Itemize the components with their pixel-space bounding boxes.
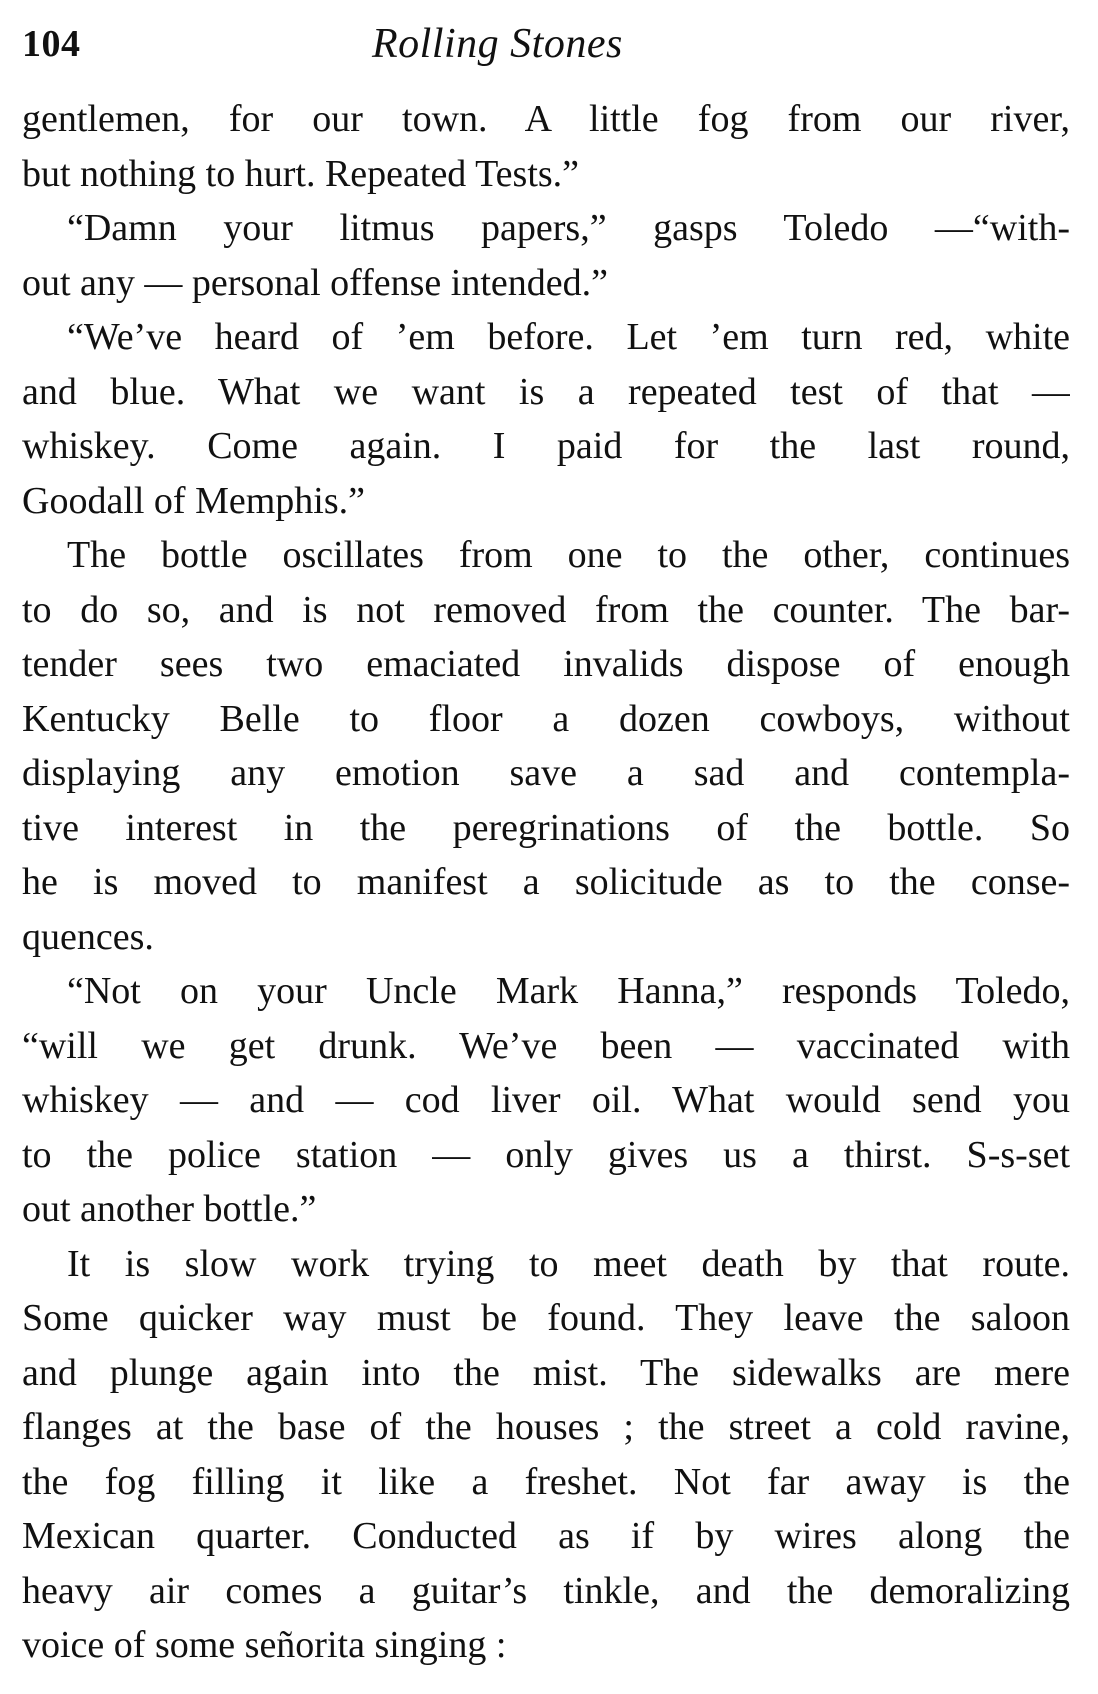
text-line: heavy air comes a guitar’s tinkle, and the demoralizing — [22, 1569, 1070, 1612]
text-line: “will we get drunk. We’ve been — vaccinated with — [22, 1024, 1070, 1067]
text-line: to do so, and is not removed from the counter. The bar- — [22, 588, 1070, 631]
text-line: “Not on your Uncle Mark Hanna,” responds Toledo, — [67, 970, 1070, 1012]
text-line: Mexican quarter. Conducted as if by wires along the — [22, 1515, 1070, 1557]
text-line: quences. — [22, 915, 154, 958]
text-line: tender sees two emaciated invalids dispose of enough — [22, 643, 1070, 685]
text-line: Goodall of Memphis.” — [22, 479, 366, 522]
text-line: flanges at the base of the houses ; the street a cold ravine, — [22, 1406, 1070, 1448]
running-title: Rolling Stones — [372, 21, 623, 67]
page-header — [22, 14, 1072, 74]
text-line: out another bottle.” — [22, 1188, 317, 1230]
text-line: Some quicker way must be found. They leave the saloon — [22, 1297, 1070, 1339]
text-line: “We’ve heard of ’em before. Let ’em turn red, white — [67, 316, 1070, 358]
text-line: whiskey. Come again. I paid for the last round, — [22, 425, 1070, 467]
text-line: voice of some señorita singing : — [22, 1624, 507, 1666]
text-line: whiskey — and — cod liver oil. What would send you — [22, 1079, 1070, 1121]
text-line: out any — personal offense intended.” — [22, 261, 609, 304]
text-line: Kentucky Belle to floor a dozen cowboys, without — [22, 697, 1070, 740]
body-text — [22, 92, 1070, 1673]
text-line: “Damn your litmus papers,” gasps Toledo —“with- — [67, 207, 1070, 249]
text-line: The bottle oscillates from one to the other, continues — [67, 534, 1070, 576]
text-line: tive interest in the peregrinations of the bottle. So — [22, 806, 1070, 849]
text-line: and blue. What we want is a repeated test of that — — [22, 370, 1070, 413]
page-number: 104 — [22, 23, 81, 65]
text-line: the fog filling it like a freshet. Not far away is the — [22, 1460, 1070, 1503]
text-line: he is moved to manifest a solicitude as to the conse- — [22, 861, 1070, 903]
text-line: It is slow work trying to meet death by that route. — [67, 1242, 1070, 1285]
text-line: displaying any emotion save a sad and contempla- — [22, 752, 1070, 794]
text-line: and plunge again into the mist. The sidewalks are mere — [22, 1351, 1070, 1394]
text-line: gentlemen, for our town. A little fog from our river, — [22, 98, 1070, 140]
text-line: but nothing to hurt. Repeated Tests.” — [22, 152, 580, 195]
text-line: to the police station — only gives us a thirst. S-s-set — [22, 1133, 1070, 1176]
